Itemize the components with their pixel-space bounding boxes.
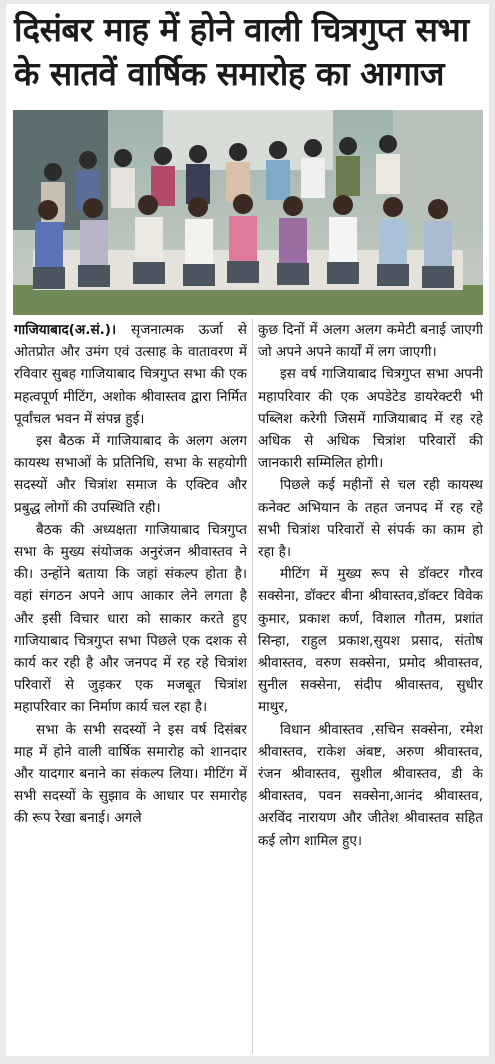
paragraph-9: विधान श्रीवास्तव ,सचिन सक्सेना, रमेश श्रीवास्तव, राकेश अंबष्ट, अरुण श्रीवास्तव, रंजन श्रीवास्तव, सुशील श्रीवास्तव, डी के श्रीवास्तव, पवन सक्सेना,आनंद श्रीवास्तव, अरविंद नारायण और जीतेश श्रीवास्तव सहित कई लोग शामिल हुए।	[258, 721, 483, 849]
paragraph-6: इस वर्ष गाजियाबाद चित्रगुप्त सभा अपनी महापरिवार की एक अपडेटेड डायरेक्टरी भी पब्लिश करेगी जिसमें गाजियाबाद में रह रहे अधिक से अधिक चित्रांश परिवारों की जानकारी सम्मिलित होगी।	[258, 366, 483, 472]
group-photo	[13, 110, 483, 315]
paragraph-5: कुछ दिनों में अलग अलग कमेटी बनाई जाएगी जो अपने अपने कार्यों में लग जाएगी।	[258, 322, 483, 361]
column-divider	[252, 319, 253, 1054]
group-photo-illustration	[13, 110, 483, 315]
headline	[6, 4, 489, 96]
paragraph-3: बैठक की अध्यक्षता गाजियाबाद चित्रगुप्त सभा के मुख्य संयोजक अनुरंजन श्रीवास्तव ने की। उन्होंने बताया कि जहां संकल्प होता है। वहां संगठन अपने आप आकार लेने लगता है और इसी विचार धारा को साकार करते हुए गाजियाबाद चित्रगुप्त सभा पिछले एक दशक से कार्य कर रही है और जनपद में रह रहे चित्रांश परिवारों से जुड़कर एक मजबूत चित्रांश महापरिवार का निर्माण कार्य चल रहा है।	[14, 521, 247, 716]
article-column-right	[258, 319, 483, 1054]
paragraph-2: इस बैठक में गाजियाबाद के अलग अलग कायस्थ सभाओं के प्रतिनिधि, सभा के सहयोगी सदस्यों और चित्रांश समाज के एक्टिव और प्रबुद्ध लोगों की उपस्थिति रही।	[14, 433, 247, 516]
newspaper-clipping	[6, 4, 489, 1056]
paragraph-8: मीटिंग में मुख्य रूप से डॉक्टर गौरव सक्सेना, डॉक्टर बीना श्रीवास्तव,डॉक्टर विवेक कुमार, प्रकाश कर्ण, विशाल गौतम, प्रशांत सिन्हा, राहुल प्रकाश,सुयश प्रसाद, संतोष श्रीवास्तव, वरुण सक्सेना, प्रमोद श्रीवास्तव, सुनील सक्सेना, संदीप श्रीवास्तव, सुधीर माथुर,	[258, 566, 483, 716]
paragraph-7: पिछले कई महीनों से चल रही कायस्थ कनेक्ट अभियान के तहत जनपद में रह रहे सभी चित्रांश परिवारों से संपर्क का काम हो रहा है।	[258, 477, 483, 561]
headline-line-1: दिसंबर माह में होने वाली चित्रगुप्त सभा	[14, 10, 469, 49]
paragraph-1-text: सृजनात्मक ऊर्जा से ओतप्रोत और उमंग एवं उत्साह के वातावरण में रविवार सुबह गाजियाबाद चित्रगुप्त सभा की एक महत्वपूर्ण मीटिंग, अशोक श्रीवास्तव द्वारा निर्मित पूर्वांचल भवन में संपन्न हुई।	[14, 322, 247, 427]
article-column-left	[14, 319, 247, 1054]
article-body	[14, 319, 483, 1054]
paragraph-1	[14, 319, 247, 430]
headline-line-2: के सातवें वार्षिक समारोह का आगाज	[14, 54, 445, 93]
dateline: गाजियाबाद(अ.सं.)।	[14, 322, 117, 338]
paragraph-4: सभा के सभी सदस्यों ने इस वर्ष दिसंबर माह में होने वाली वार्षिक समारोह को शानदार और यादगार बनाने का संकल्प लिया। मीटिंग में सभी सदस्यों के सुझाव के आधार पर समारोह की रूप रेखा बनाई। अगले	[14, 721, 247, 827]
